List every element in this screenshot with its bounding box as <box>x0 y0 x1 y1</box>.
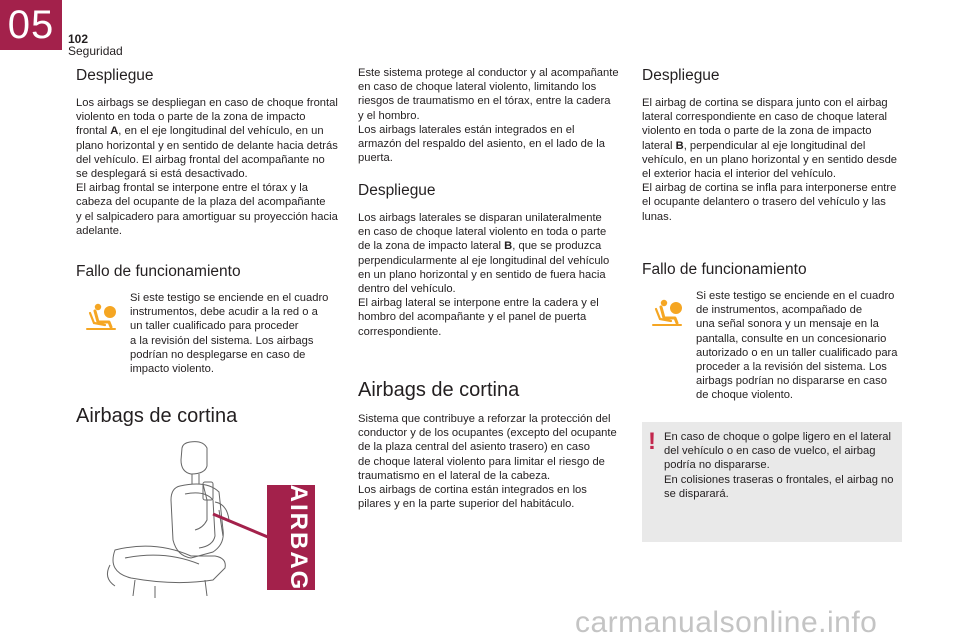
heading-fallo-cortina: Fallo de funcionamiento <box>642 261 807 278</box>
heading-fallo-frontal: Fallo de funcionamiento <box>76 263 241 280</box>
chapter-number: 05 <box>0 0 62 50</box>
airbag-label: AIRBAG <box>285 484 312 592</box>
heading-airbags-cortina-middle: Airbags de cortina <box>358 379 520 401</box>
watermark: carmanualsonline.info <box>575 606 878 639</box>
paragraph-curtain-fault: Si este testigo se enciende en el cuadro de instrumentos, acompañado de una señal sonora y un mensaje en la pantalla, consulte en un concesionario autorizado o en un taller cualificado para proceder a la revisión del sistema. Los airbags podrían no dispararse en caso de choque violento. <box>696 290 898 402</box>
airbag-warning-lamp-icon <box>85 302 119 332</box>
paragraph-lateral-deployment: Los airbags laterales se disparan unilateralmente en caso de choque lateral violento en toda o parte de la zona de impacto lateral B, que se produzca perpendicularmente al eje longitudinal del vehículo en un plano horizontal y en sentido de fuera hacia dentro del vehículo. El airbag lateral se interpone entre la cadera y el hombro del acompañante y el panel de puerta correspondiente. <box>358 212 610 338</box>
paragraph-frontal-deployment: Los airbags se despliegan en caso de choque frontal violento en toda o parte de la zona de impacto frontal A, en el eje longitudinal del vehículo, en un plano horizontal y en sentido de delante hacia detrás del vehículo. El airbag frontal del acompañante no se desplegará si está desactivado. El airbag frontal se interpone entre el tórax y la cabeza del ocupante de la plaza del acompañante y el salpicadero para amortiguar su proyección hacia adelante. <box>76 97 338 237</box>
heading-despliegue-frontal: Despliegue <box>76 67 154 84</box>
paragraph-lateral-intro: Este sistema protege al conductor y al acompañante en caso de choque lateral violento, limitando los riesgos de traumatismo en el tórax, entre la cadera y el hombro. Los airbags laterales están integrados en el armazón del respaldo del asiento, en el lado de la puerta. <box>358 67 619 165</box>
seat-airbag-illustration <box>95 440 320 600</box>
heading-despliegue-lateral: Despliegue <box>358 182 436 199</box>
airbag-warning-lamp-icon <box>651 298 685 328</box>
paragraph-warning: En caso de choque o golpe ligero en el lateral del vehículo o en caso de vuelco, el airbag podría no dispararse. En colisiones traseras o frontales, el airbag no se disparará. <box>664 431 894 500</box>
heading-despliegue-cortina: Despliegue <box>642 67 720 84</box>
paragraph-frontal-fault: Si este testigo se enciende en el cuadro instrumentos, debe acudir a la red o a un taller cualificado para proceder a la revisión del sistema. Los airbags podrían no desplegarse en caso de impacto violento. <box>130 292 329 376</box>
heading-airbags-cortina-left: Airbags de cortina <box>76 405 238 427</box>
paragraph-curtain-intro: Sistema que contribuye a reforzar la protección del conductor y de los ocupantes (excepto del ocupante de la plaza central del asiento trasero) en caso de choque lateral violento para limitar el riesgo de traumatismo en el lateral de la cabeza. Los airbags de cortina están integrados en los pilares y en la parte superior del habitáculo. <box>358 413 617 511</box>
warning-exclamation-icon: ! <box>648 428 656 455</box>
page-number: 102 <box>68 32 89 46</box>
paragraph-curtain-deployment: El airbag de cortina se dispara junto con el airbag lateral correspondiente en caso de choque lateral violento en toda o parte de la zona de impacto lateral B, perpendicular al eje longitudinal del vehículo, en un plano horizontal y en sentido desde el exterior hacia el interior del vehículo. El airbag de cortina se infla para interponerse entre el ocupante delantero o trasero del vehículo y las lunas. <box>642 97 898 223</box>
section-name: Seguridad <box>68 44 123 58</box>
